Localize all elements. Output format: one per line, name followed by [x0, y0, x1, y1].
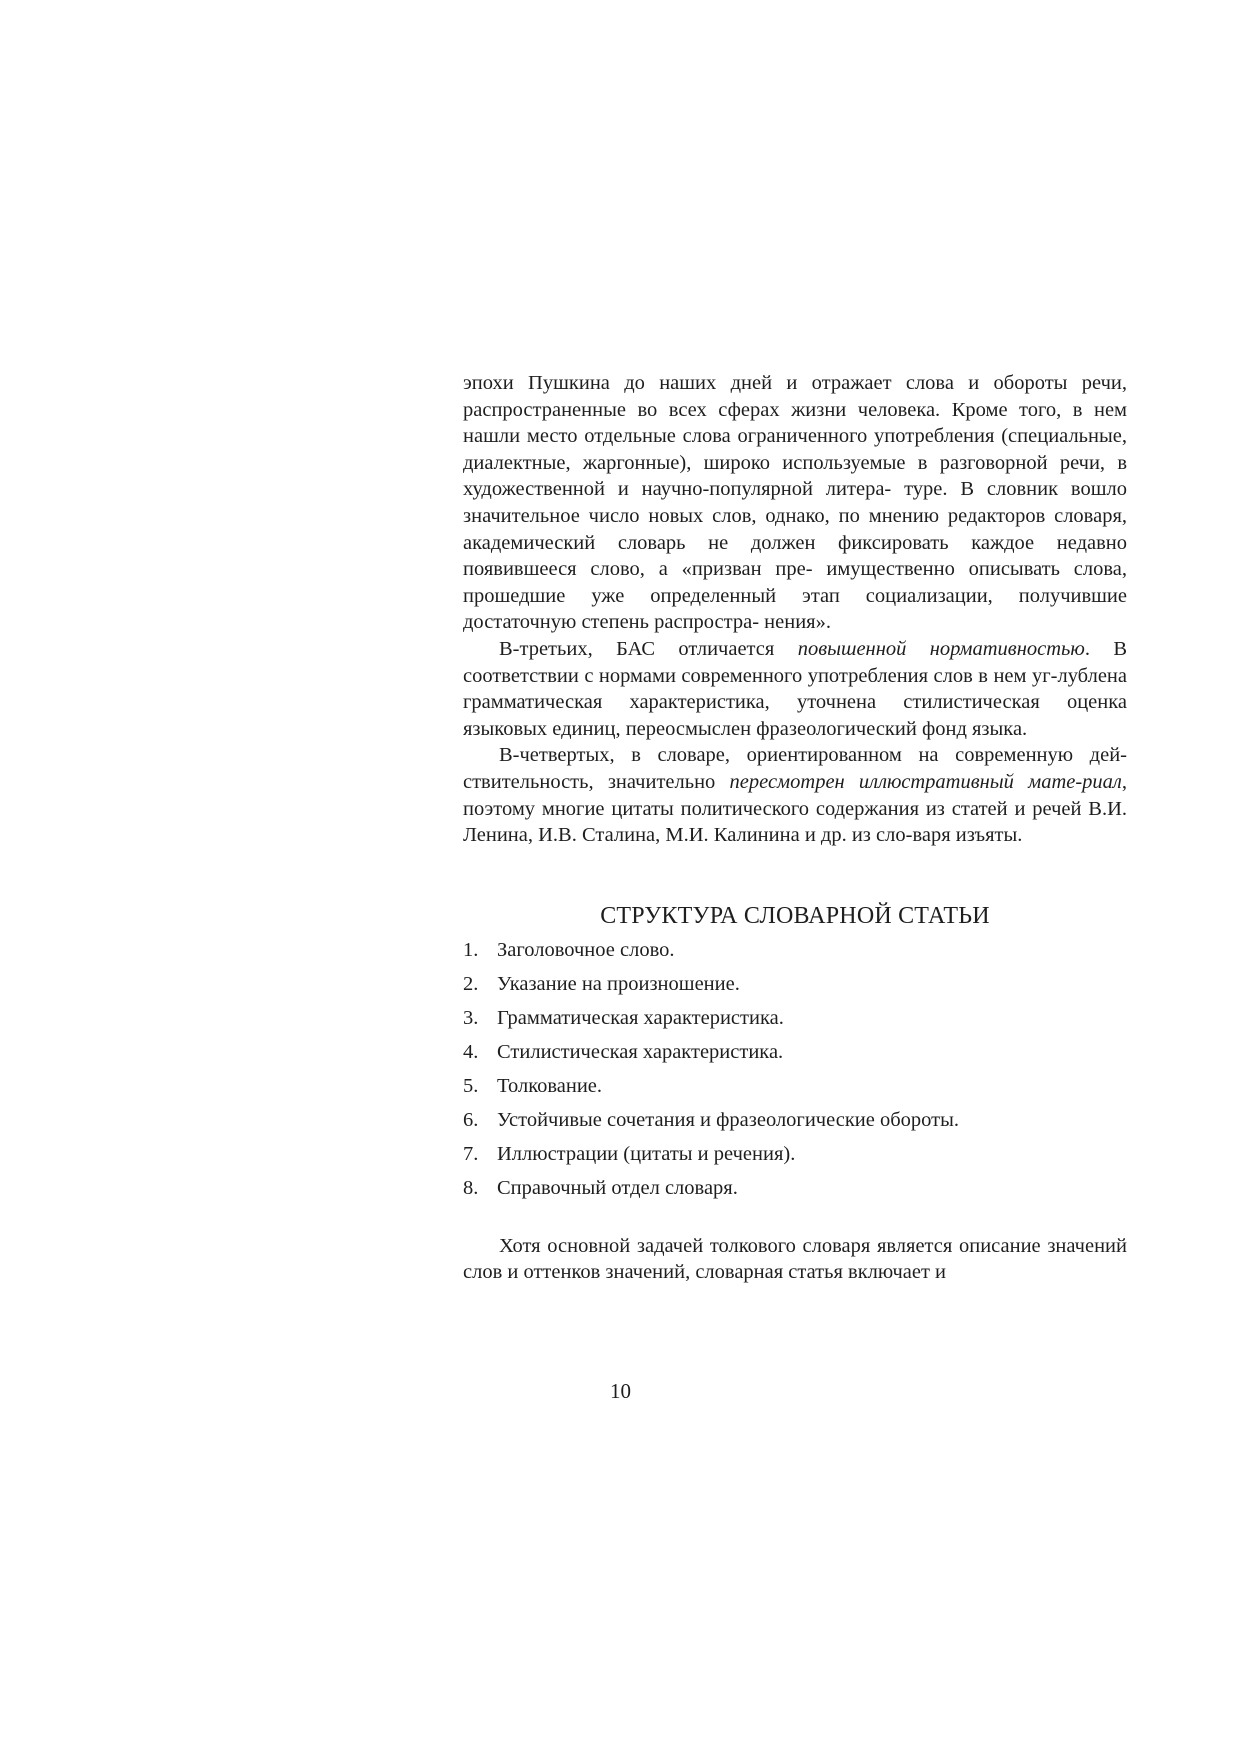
opening-line: эпохи Пушкина до наших дней и отражает слова и обороты речи, — [463, 372, 1127, 394]
list-item — [463, 1073, 1127, 1099]
list-item-text: Стилистическая характеристика. — [497, 1040, 784, 1063]
list-item-text: Справочный отдел словаря. — [497, 1176, 738, 1199]
list-item — [463, 1141, 1127, 1167]
opening-line: разговорной речи, в художественной и научно-популярной литера- — [463, 451, 1128, 501]
paragraph-third — [463, 636, 1127, 742]
page-text-block — [463, 370, 1127, 1286]
opening-line: этап социализации, получившие достаточную степень распростра- — [463, 584, 1128, 634]
list-item-text: Устойчивые сочетания и фразеологические обороты. — [497, 1108, 960, 1131]
opening-line: (специальные, диалектные, жаргонные), широко используемые в — [463, 425, 1127, 474]
opening-line: фиксировать каждое недавно появившееся слово, а «призван пре- — [463, 531, 1127, 581]
paragraph-text: В-четвертых, в словаре, ориентированном на современную дей-ствительность, значительно — [463, 744, 1127, 793]
structure-list — [463, 937, 1127, 1201]
list-item — [463, 937, 1127, 963]
closing-paragraph: Хотя основной задачей толкового словаря является описание значений слов и оттенков значений, словарная статья включает и — [463, 1234, 1127, 1284]
list-item-number: 8. — [463, 1176, 479, 1199]
opening-line: мнению редакторов словаря, академический словарь не должен — [463, 504, 1127, 554]
section-heading: СТРУКТУРА СЛОВАРНОЙ СТАТЬИ — [600, 902, 990, 929]
list-item-number: 5. — [463, 1074, 479, 1097]
opening-line: распространенные во всех сферах жизни человека. Кроме того, в — [463, 398, 1083, 421]
list-item — [463, 1175, 1127, 1201]
opening-paragraph — [463, 370, 1127, 636]
list-item-number: 3. — [463, 1006, 479, 1029]
opening-line: туре. В словник вошло значительное число новых слов, однако, по — [463, 478, 1127, 527]
paragraph-fourth — [463, 742, 1127, 848]
list-item-number: 4. — [463, 1040, 479, 1063]
paragraph-text: В-третьих, БАС отличается — [499, 637, 798, 660]
list-item — [463, 1107, 1127, 1133]
list-item — [463, 1039, 1127, 1065]
list-item-text: Грамматическая характеристика. — [497, 1006, 784, 1029]
list-item-number: 7. — [463, 1142, 479, 1165]
paragraph-text: , поэтому многие цитаты политического содержания из статей и речей В.И. Ленина, И.В. Сталина, М.И. Калинина и др. из сло-варя изъяты. — [463, 770, 1127, 847]
list-item — [463, 971, 1127, 997]
list-item-text: Указание на произношение. — [497, 972, 740, 995]
paragraph-text: . В соответствии с нормами современного употребления слов в нем уг-лублена грамматическая характеристика, уточнена стилистическая оценка языковых единиц, переосмыслен фразеологический фонд языка. — [463, 637, 1127, 740]
list-item-number: 2. — [463, 972, 479, 995]
opening-line: нения». — [764, 611, 831, 634]
page-number: 10 — [610, 1379, 631, 1403]
emphasis-text: повышенной нормативностью — [797, 637, 1085, 660]
list-item-number: 1. — [463, 938, 479, 961]
list-item-text: Заголовочное слово. — [497, 938, 675, 961]
list-item — [463, 1005, 1127, 1031]
emphasis-text: пересмотрен иллюстративный мате-риал — [729, 770, 1122, 793]
opening-line: нем нашли место отдельные слова ограниченного употребления — [463, 398, 1128, 448]
opening-line: имущественно описывать слова, прошедшие уже определенный — [463, 558, 1127, 607]
list-item-number: 6. — [463, 1108, 479, 1131]
list-item-text: Толкование. — [497, 1074, 603, 1097]
list-item-text: Иллюстрации (цитаты и речения). — [497, 1142, 796, 1165]
